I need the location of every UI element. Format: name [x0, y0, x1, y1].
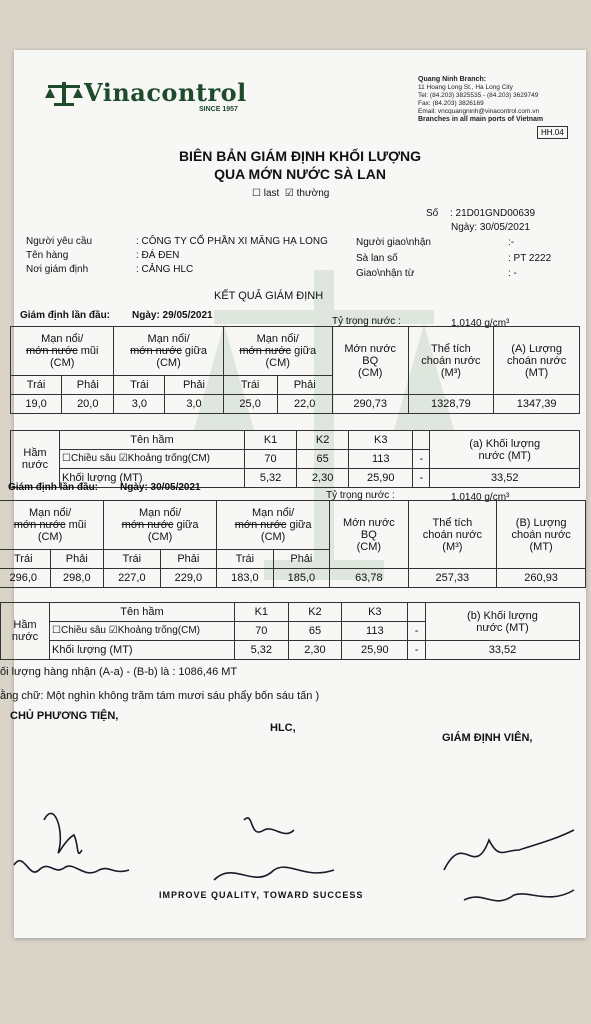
s2-kl-value: 33,52 — [425, 641, 579, 660]
requester-value: : CÔNG TY CỔ PHẦN XI MĂNG HẠ LONG — [136, 236, 328, 247]
s2-density-label: Tỷ trọng nước : — [326, 490, 395, 501]
s1-k3: K3 — [349, 431, 413, 450]
branch-line: Email: vncquangninh@vinacontrol.com.vn — [418, 108, 540, 115]
logo-text: Vinacontrol — [84, 78, 247, 107]
s1-draft-table — [10, 326, 580, 414]
s1-ham: Hầm nước — [11, 431, 60, 488]
total-words: ằng chữ: Một nghìn không trăm tám mươi sáu phẩy bốn sáu tấn ) — [0, 690, 320, 702]
s1-density-label: Tỷ trọng nước : — [332, 316, 401, 327]
place-value: : CẢNG HLC — [136, 264, 194, 275]
s2-h-mui: Mạn nổi/ mớn nước mũi (CM) — [0, 501, 104, 550]
s1-cell: - — [413, 469, 430, 488]
s1-k2: K2 — [297, 431, 349, 450]
s1-h-giua: Mạn nổi/ mớn nước giữa (CM) — [114, 327, 223, 376]
s1-h-mui: Mạn nổi/ mớn nước mũi (CM) — [11, 327, 114, 376]
s1-val: 3,0 — [114, 395, 165, 414]
s1-date: Ngày: 29/05/2021 — [132, 310, 213, 321]
s1-k1: K1 — [245, 431, 297, 450]
branch-bottom: Branches in all main ports of Vietnam — [418, 116, 544, 123]
s2-val: 296,0 — [0, 569, 50, 588]
s2-cell: 70 — [235, 622, 289, 641]
s2-tank-table — [0, 602, 580, 660]
branch-line: Fax: (84.203) 3826169 — [418, 100, 484, 107]
s2-k3: K3 — [342, 603, 408, 622]
so-label: Số — [426, 208, 439, 219]
s2-cell: - — [408, 622, 426, 641]
s1-cell: 2,30 — [297, 469, 349, 488]
s1-h-lai: Mạn nổi/ mớn nước giữa (CM) — [223, 327, 332, 376]
from-label: Giao\nhận từ — [356, 268, 415, 279]
so-value: : 21D01GND00639 — [450, 208, 536, 219]
since-label: SINCE 1957 — [199, 106, 238, 113]
surveyor-label: GIÁM ĐỊNH VIÊN, — [442, 732, 533, 744]
s2-val: 260,93 — [497, 569, 586, 588]
s1-cell: 113 — [349, 450, 413, 469]
s1-cell: 70 — [245, 450, 297, 469]
s1-cell: 5,32 — [245, 469, 297, 488]
s2-k1: K1 — [235, 603, 289, 622]
s2-draft-table — [0, 500, 586, 588]
s2-val: 227,0 — [104, 569, 161, 588]
s2-h-lai: Mạn nổi/ mớn nước giữa (CM) — [217, 501, 330, 550]
goods-value: : ĐÁ ĐEN — [136, 250, 180, 261]
checkbox-empty-icon: ☐ — [252, 188, 261, 199]
deliverer-label: Người giao\nhận — [356, 237, 431, 248]
scale-logo-icon — [44, 80, 84, 106]
owner-signature-icon — [4, 790, 154, 905]
col-trai: Trái — [114, 376, 165, 395]
doc-title: BIÊN BẢN GIÁM ĐỊNH KHỐI LƯỢNG — [178, 148, 422, 164]
s2-val: 229,0 — [160, 569, 217, 588]
s2-h-giua: Mạn nổi/ mớn nước giữa (CM) — [104, 501, 217, 550]
s2-cell: 5,32 — [235, 641, 289, 660]
s1-val: 3,0 — [165, 395, 223, 414]
s2-date: Ngày: 30/05/2021 — [120, 482, 201, 493]
s1-cell: 25,90 — [349, 469, 413, 488]
s2-cell: 113 — [342, 622, 408, 641]
col-trai: Trái — [0, 550, 50, 569]
branch-line: Tel: (84.203) 3825535 - (84.203) 3629749 — [418, 92, 539, 99]
col-trai: Trái — [223, 376, 277, 395]
s2-density-value: 1,0140 g/cm³ — [451, 492, 510, 503]
owner-label: CHỦ PHƯƠNG TIỆN, — [10, 710, 119, 722]
form-code: HH.04 — [537, 126, 568, 139]
from-value: : - — [508, 268, 517, 279]
s1-chieu-sau: ☐Chiều sâu ☑Khoảng trống(CM) — [60, 450, 245, 469]
deliverer-value: :- — [508, 237, 515, 248]
col-trai: Trái — [11, 376, 62, 395]
branch-line: 11 Hoang Long St., Ha Long City — [418, 84, 513, 91]
requester-label: Người yêu cầu — [26, 236, 93, 247]
s2-h-luong: (B) Lượng choán nước (MT) — [497, 501, 586, 569]
col-phai: Phải — [160, 550, 217, 569]
s2-h-bq: Mớn nước BQ (CM) — [330, 501, 408, 569]
s2-h-tt: Thể tích choán nước (M³) — [408, 501, 497, 569]
slogan: IMPROVE QUALITY, TOWARD SUCCESS — [159, 890, 364, 900]
s1-kl-label: (a) Khối lượng nước (MT) — [430, 431, 580, 469]
s2-cell: 65 — [288, 622, 342, 641]
s1-val: 25,0 — [223, 395, 277, 414]
s2-val: 298,0 — [50, 569, 104, 588]
s1-val: 19,0 — [11, 395, 62, 414]
col-phai: Phải — [277, 376, 332, 395]
hlc-label: HLC, — [270, 722, 296, 734]
s1-density-value: 1,0140 g/cm³ — [451, 318, 510, 329]
s2-kl-label: (b) Khối lượng nước (MT) — [425, 603, 579, 641]
s2-cell: 25,90 — [342, 641, 408, 660]
surveyor-signature-icon — [434, 810, 584, 925]
s1-val: 20,0 — [62, 395, 114, 414]
goods-label: Tên hàng — [26, 250, 69, 261]
doc-subtitle: QUA MỚN NƯỚC SÀ LAN — [214, 166, 386, 182]
s1-label: Giám định lần đầu: — [20, 310, 111, 321]
s2-k2: K2 — [288, 603, 342, 622]
s2-cell: 2,30 — [288, 641, 342, 660]
s1-h-tt: Thể tích choán nước (M³) — [408, 327, 494, 395]
s1-khoi-luong: Khối lượng (MT) — [60, 469, 245, 488]
s1-val: 1328,79 — [408, 395, 494, 414]
s2-val: 63,78 — [330, 569, 408, 588]
barge-value: : PT 2222 — [508, 253, 552, 264]
option-thuong: thường — [296, 188, 330, 199]
option-last: last — [263, 188, 280, 199]
col-phai: Phải — [62, 376, 114, 395]
barge-label: Sà lan số — [356, 253, 398, 264]
result-title: KẾT QUẢ GIÁM ĐỊNH — [214, 290, 324, 302]
options — [252, 188, 329, 199]
s2-chieu-sau: ☐Chiều sâu ☑Khoảng trống(CM) — [50, 622, 235, 641]
s2-val: 185,0 — [273, 569, 330, 588]
date-value: Ngày: 30/05/2021 — [451, 222, 530, 233]
s2-ten-ham: Tên hầm — [50, 603, 235, 622]
s1-cell: 65 — [297, 450, 349, 469]
place-label: Nơi giám định — [26, 264, 89, 275]
col-phai: Phải — [50, 550, 104, 569]
s2-val: 183,0 — [217, 569, 274, 588]
s1-ten-ham: Tên hầm — [60, 431, 245, 450]
s1-h-bq: Mớn nước BQ (CM) — [332, 327, 408, 395]
col-trai: Trái — [104, 550, 161, 569]
s1-val: 1347,39 — [494, 395, 580, 414]
vinacontrol-logo — [44, 78, 247, 107]
col-phai: Phải — [165, 376, 223, 395]
document-page — [0, 50, 586, 938]
total-line: ối lượng hàng nhận (A-a) - (B-b) là : 1086,46 MT — [0, 666, 238, 678]
s1-cell: - — [413, 450, 430, 469]
s2-val: 257,33 — [408, 569, 497, 588]
col-trai: Trái — [217, 550, 274, 569]
s2-cell: - — [408, 641, 426, 660]
s1-tank-table — [10, 430, 580, 488]
s1-val: 22,0 — [277, 395, 332, 414]
s1-kl-value: 33,52 — [430, 469, 580, 488]
s2-ham: Hầm nước — [1, 603, 50, 660]
s1-h-luong: (A) Lượng choán nước (MT) — [494, 327, 580, 395]
col-phai: Phải — [273, 550, 330, 569]
branch-title: Quang Ninh Branch: — [418, 76, 487, 83]
s2-khoi-luong: Khối lượng (MT) — [50, 641, 235, 660]
s2-label: Giám định lần đầu: — [8, 482, 99, 493]
checkbox-checked-icon: ☑ — [284, 188, 294, 199]
s1-val: 290,73 — [332, 395, 408, 414]
branch-info — [418, 76, 543, 124]
